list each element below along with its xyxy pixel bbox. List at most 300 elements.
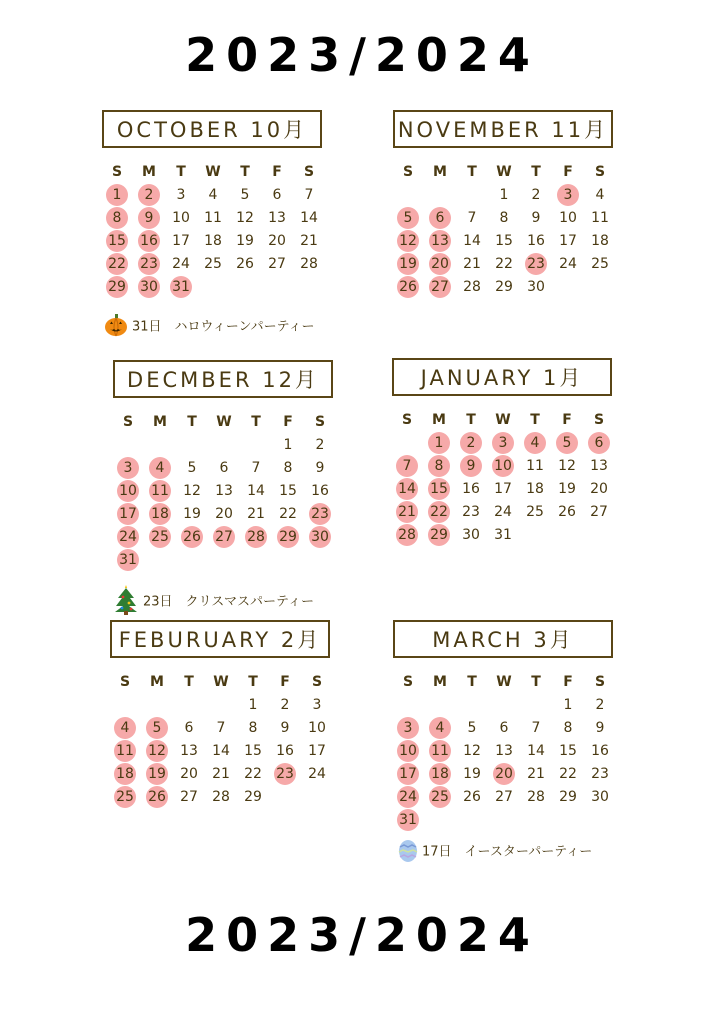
- day-number: 19: [463, 766, 481, 782]
- day-cell: [584, 478, 614, 500]
- day-number: 16: [276, 743, 294, 759]
- day-cell: [177, 526, 207, 548]
- day-number: 6: [435, 210, 445, 226]
- day-cell: [521, 786, 551, 808]
- day-cell: [305, 526, 335, 548]
- day-number: 4: [120, 720, 130, 736]
- day-cell: [134, 184, 164, 206]
- day-number: 18: [151, 506, 169, 522]
- day-number: 10: [308, 720, 326, 736]
- day-cell: [166, 253, 196, 275]
- day-number: 14: [300, 210, 318, 226]
- day-number: 2: [315, 437, 325, 453]
- day-cell: [177, 503, 207, 525]
- day-cell: [198, 253, 228, 275]
- day-cell: [392, 455, 422, 477]
- day-number: 5: [152, 720, 162, 736]
- day-cell: [270, 763, 300, 785]
- day-cell: [238, 694, 268, 716]
- day-cell: [425, 740, 455, 762]
- day-cell: [456, 501, 486, 523]
- day-number: 10: [172, 210, 190, 226]
- weekday-label: M: [433, 164, 447, 180]
- day-number: 21: [463, 256, 481, 272]
- day-cell: [110, 786, 140, 808]
- weekday-label: F: [562, 412, 572, 428]
- day-number: 27: [590, 504, 608, 520]
- day-cell: [552, 455, 582, 477]
- day-number: 7: [251, 460, 261, 476]
- day-cell: [457, 230, 487, 252]
- day-number: 10: [399, 743, 417, 759]
- day-cell: [241, 480, 271, 502]
- day-cell: [241, 526, 271, 548]
- day-cell: [238, 717, 268, 739]
- day-number: 25: [204, 256, 222, 272]
- day-number: 9: [144, 210, 154, 226]
- day-number: 8: [248, 720, 258, 736]
- event-text: 17日 イースターパーティー: [422, 844, 593, 860]
- day-number: 31: [172, 279, 190, 295]
- calendar-february: [110, 620, 338, 820]
- day-cell: [166, 207, 196, 229]
- day-number: 6: [272, 187, 282, 203]
- day-number: 27: [215, 529, 233, 545]
- day-number: 21: [247, 506, 265, 522]
- day-cell: [425, 253, 455, 275]
- day-number: 28: [212, 789, 230, 805]
- weekday-label: M: [150, 674, 164, 690]
- day-cell: [145, 480, 175, 502]
- day-cell: [238, 786, 268, 808]
- day-cell: [206, 763, 236, 785]
- day-cell: [166, 276, 196, 298]
- day-cell: [425, 276, 455, 298]
- day-cell: [206, 786, 236, 808]
- day-number: 28: [247, 529, 265, 545]
- day-number: 15: [430, 481, 448, 497]
- day-cell: [273, 457, 303, 479]
- day-cell: [585, 184, 615, 206]
- day-cell: [113, 549, 143, 571]
- day-number: 26: [558, 504, 576, 520]
- day-cell: [489, 184, 519, 206]
- weekday-label: T: [240, 164, 250, 180]
- day-cell: [585, 740, 615, 762]
- event-text: 23日 クリスマスパーティー: [143, 594, 314, 610]
- day-number: 24: [172, 256, 190, 272]
- day-cell: [488, 524, 518, 546]
- footer-title: 2023/2024: [185, 908, 539, 962]
- day-cell: [102, 253, 132, 275]
- day-cell: [145, 526, 175, 548]
- day-number: 25: [116, 789, 134, 805]
- day-number: 23: [591, 766, 609, 782]
- day-number: 5: [562, 435, 572, 451]
- day-cell: [134, 276, 164, 298]
- day-cell: [585, 230, 615, 252]
- day-number: 11: [591, 210, 609, 226]
- weekday-label: S: [303, 164, 315, 180]
- month-title: DECMBER 12月: [113, 360, 333, 398]
- day-cell: [110, 717, 140, 739]
- event-text: 31日 ハロウィーンパーティー: [132, 319, 315, 335]
- day-number: 6: [219, 460, 229, 476]
- day-cell: [198, 184, 228, 206]
- day-cell: [273, 480, 303, 502]
- day-number: 21: [527, 766, 545, 782]
- day-cell: [174, 763, 204, 785]
- day-cell: [294, 184, 324, 206]
- month-title: JANUARY 1月: [392, 358, 612, 396]
- weekday-label: F: [563, 674, 573, 690]
- day-cell: [241, 457, 271, 479]
- weekday-label: M: [153, 414, 167, 430]
- day-cell: [393, 207, 423, 229]
- day-cell: [553, 184, 583, 206]
- day-cell: [521, 184, 551, 206]
- day-number: 12: [558, 458, 576, 474]
- day-number: 29: [430, 527, 448, 543]
- day-cell: [553, 694, 583, 716]
- weekday-label: T: [530, 412, 540, 428]
- day-cell: [488, 478, 518, 500]
- day-number: 10: [119, 483, 137, 499]
- month-title: NOVEMBER 11月: [393, 110, 613, 148]
- day-cell: [392, 524, 422, 546]
- day-cell: [270, 740, 300, 762]
- day-cell: [456, 478, 486, 500]
- day-number: 17: [308, 743, 326, 759]
- day-cell: [174, 717, 204, 739]
- day-number: 21: [398, 504, 416, 520]
- day-number: 4: [595, 187, 605, 203]
- day-number: 29: [559, 789, 577, 805]
- day-cell: [166, 184, 196, 206]
- day-cell: [294, 253, 324, 275]
- day-cell: [241, 503, 271, 525]
- weekday-label: W: [496, 164, 512, 180]
- day-number: 26: [463, 789, 481, 805]
- day-cell: [585, 786, 615, 808]
- day-cell: [102, 230, 132, 252]
- day-cell: [102, 276, 132, 298]
- day-number: 12: [236, 210, 254, 226]
- day-cell: [393, 253, 423, 275]
- day-cell: [457, 253, 487, 275]
- day-number: 27: [268, 256, 286, 272]
- day-number: 6: [594, 435, 604, 451]
- day-number: 14: [398, 481, 416, 497]
- day-cell: [102, 184, 132, 206]
- day-cell: [457, 786, 487, 808]
- day-number: 26: [399, 279, 417, 295]
- day-cell: [393, 276, 423, 298]
- day-number: 2: [595, 697, 605, 713]
- weekday-label: M: [433, 674, 447, 690]
- day-number: 21: [212, 766, 230, 782]
- day-cell: [110, 763, 140, 785]
- day-number: 15: [244, 743, 262, 759]
- day-cell: [302, 717, 332, 739]
- day-number: 31: [399, 812, 417, 828]
- day-number: 27: [180, 789, 198, 805]
- day-number: 18: [204, 233, 222, 249]
- day-cell: [553, 740, 583, 762]
- day-number: 19: [183, 506, 201, 522]
- weekday-label: S: [314, 414, 326, 430]
- day-cell: [584, 501, 614, 523]
- day-cell: [145, 457, 175, 479]
- day-number: 22: [559, 766, 577, 782]
- weekday-label: T: [531, 674, 541, 690]
- day-cell: [584, 432, 614, 454]
- weekday-label: T: [467, 164, 477, 180]
- day-number: 29: [244, 789, 262, 805]
- day-number: 18: [526, 481, 544, 497]
- day-number: 2: [144, 187, 154, 203]
- weekday-label: F: [283, 414, 293, 430]
- day-cell: [302, 763, 332, 785]
- day-cell: [552, 501, 582, 523]
- day-cell: [521, 763, 551, 785]
- weekday-label: S: [402, 674, 414, 690]
- day-number: 8: [434, 458, 444, 474]
- day-cell: [457, 740, 487, 762]
- day-number: 29: [495, 279, 513, 295]
- day-cell: [393, 740, 423, 762]
- day-number: 2: [531, 187, 541, 203]
- event-note-easter: [398, 838, 592, 866]
- day-cell: [584, 455, 614, 477]
- day-cell: [520, 455, 550, 477]
- day-cell: [424, 524, 454, 546]
- day-cell: [456, 524, 486, 546]
- day-cell: [230, 207, 260, 229]
- day-number: 17: [172, 233, 190, 249]
- day-cell: [489, 786, 519, 808]
- weekday-label: T: [251, 414, 261, 430]
- day-number: 15: [279, 483, 297, 499]
- day-number: 16: [462, 481, 480, 497]
- day-number: 13: [590, 458, 608, 474]
- day-number: 1: [283, 437, 293, 453]
- day-number: 14: [463, 233, 481, 249]
- weekday-label: T: [467, 674, 477, 690]
- weekday-label: F: [563, 164, 573, 180]
- day-cell: [294, 230, 324, 252]
- day-number: 13: [431, 233, 449, 249]
- day-cell: [209, 457, 239, 479]
- day-cell: [489, 763, 519, 785]
- weekday-label: S: [401, 412, 413, 428]
- day-cell: [393, 717, 423, 739]
- day-number: 19: [399, 256, 417, 272]
- calendar-november: [393, 110, 621, 300]
- weekday-label: T: [531, 164, 541, 180]
- day-cell: [270, 717, 300, 739]
- day-number: 26: [183, 529, 201, 545]
- day-number: 15: [495, 233, 513, 249]
- day-cell: [305, 503, 335, 525]
- weekday-label: T: [466, 412, 476, 428]
- weekday-label: S: [111, 164, 123, 180]
- day-cell: [270, 694, 300, 716]
- day-number: 1: [248, 697, 258, 713]
- day-number: 23: [527, 256, 545, 272]
- day-cell: [392, 478, 422, 500]
- day-number: 15: [559, 743, 577, 759]
- day-cell: [273, 526, 303, 548]
- day-number: 7: [304, 187, 314, 203]
- day-cell: [113, 503, 143, 525]
- day-number: 24: [494, 504, 512, 520]
- day-cell: [393, 809, 423, 831]
- day-cell: [585, 207, 615, 229]
- day-cell: [238, 763, 268, 785]
- day-cell: [457, 207, 487, 229]
- day-number: 4: [530, 435, 540, 451]
- day-number: 31: [494, 527, 512, 543]
- day-number: 11: [204, 210, 222, 226]
- day-cell: [134, 207, 164, 229]
- day-number: 8: [499, 210, 509, 226]
- day-number: 10: [559, 210, 577, 226]
- day-number: 18: [116, 766, 134, 782]
- day-number: 23: [140, 256, 158, 272]
- day-number: 13: [495, 743, 513, 759]
- day-number: 10: [494, 458, 512, 474]
- day-number: 20: [590, 481, 608, 497]
- day-cell: [424, 501, 454, 523]
- day-number: 2: [280, 697, 290, 713]
- day-number: 17: [494, 481, 512, 497]
- day-cell: [305, 434, 335, 456]
- day-number: 22: [108, 256, 126, 272]
- day-number: 19: [148, 766, 166, 782]
- day-cell: [585, 694, 615, 716]
- day-number: 26: [236, 256, 254, 272]
- day-cell: [456, 455, 486, 477]
- day-number: 19: [236, 233, 254, 249]
- weekday-label: S: [311, 674, 323, 690]
- day-number: 8: [563, 720, 573, 736]
- day-number: 12: [148, 743, 166, 759]
- day-cell: [142, 786, 172, 808]
- day-number: 8: [112, 210, 122, 226]
- day-number: 28: [527, 789, 545, 805]
- day-number: 29: [279, 529, 297, 545]
- day-number: 11: [526, 458, 544, 474]
- day-number: 20: [431, 256, 449, 272]
- day-cell: [305, 457, 335, 479]
- day-cell: [393, 763, 423, 785]
- day-cell: [209, 526, 239, 548]
- day-number: 20: [495, 766, 513, 782]
- weekday-label: M: [432, 412, 446, 428]
- day-cell: [102, 207, 132, 229]
- day-cell: [488, 501, 518, 523]
- day-cell: [585, 717, 615, 739]
- weekday-label: S: [119, 674, 131, 690]
- day-cell: [174, 786, 204, 808]
- weekday-label: S: [122, 414, 134, 430]
- day-cell: [457, 276, 487, 298]
- day-number: 25: [431, 789, 449, 805]
- day-cell: [520, 432, 550, 454]
- day-number: 28: [398, 527, 416, 543]
- day-number: 3: [403, 720, 413, 736]
- day-cell: [425, 207, 455, 229]
- day-number: 28: [463, 279, 481, 295]
- day-number: 11: [116, 743, 134, 759]
- day-number: 3: [123, 460, 133, 476]
- day-cell: [585, 763, 615, 785]
- day-number: 14: [527, 743, 545, 759]
- day-cell: [553, 786, 583, 808]
- day-number: 18: [431, 766, 449, 782]
- weekday-label: T: [184, 674, 194, 690]
- day-cell: [273, 503, 303, 525]
- day-cell: [489, 717, 519, 739]
- day-number: 22: [430, 504, 448, 520]
- day-cell: [302, 740, 332, 762]
- day-number: 17: [559, 233, 577, 249]
- day-cell: [425, 717, 455, 739]
- day-cell: [553, 253, 583, 275]
- day-number: 7: [531, 720, 541, 736]
- weekday-label: F: [272, 164, 282, 180]
- day-number: 30: [140, 279, 158, 295]
- day-cell: [134, 230, 164, 252]
- day-cell: [521, 230, 551, 252]
- day-number: 3: [176, 187, 186, 203]
- day-cell: [294, 207, 324, 229]
- day-cell: [262, 207, 292, 229]
- day-number: 9: [315, 460, 325, 476]
- day-number: 11: [151, 483, 169, 499]
- day-number: 16: [311, 483, 329, 499]
- day-number: 1: [499, 187, 509, 203]
- day-cell: [553, 230, 583, 252]
- day-number: 26: [148, 789, 166, 805]
- day-number: 25: [526, 504, 544, 520]
- month-title: FEBURUARY 2月: [110, 620, 330, 658]
- calendar-january: [392, 358, 620, 558]
- day-number: 16: [140, 233, 158, 249]
- day-number: 4: [155, 460, 165, 476]
- day-number: 17: [119, 506, 137, 522]
- day-cell: [424, 432, 454, 454]
- day-number: 24: [119, 529, 137, 545]
- christmas-tree-icon: [113, 585, 139, 619]
- day-cell: [489, 276, 519, 298]
- day-cell: [553, 207, 583, 229]
- month-title: OCTOBER 10月: [102, 110, 322, 148]
- day-cell: [520, 478, 550, 500]
- day-cell: [110, 740, 140, 762]
- day-cell: [230, 230, 260, 252]
- day-cell: [142, 717, 172, 739]
- day-cell: [206, 717, 236, 739]
- day-number: 23: [276, 766, 294, 782]
- event-note-halloween: [104, 313, 315, 341]
- day-cell: [302, 694, 332, 716]
- day-number: 14: [247, 483, 265, 499]
- day-cell: [145, 503, 175, 525]
- weekday-label: F: [280, 674, 290, 690]
- day-cell: [134, 253, 164, 275]
